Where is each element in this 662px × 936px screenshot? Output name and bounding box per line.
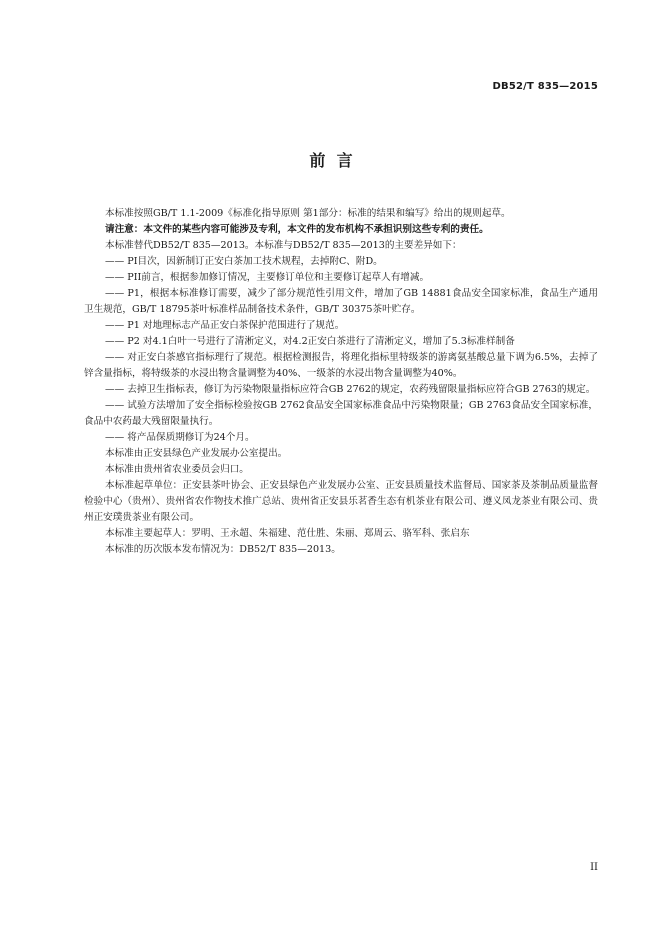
drafting-rule-paragraph: 本标准按照GB/T 1.1-2009《标准化指导原则 第1部分：标准的结果和编写》给出的规则起草。 (105, 208, 511, 219)
change-item: —— 对正安白茶感官指标理行了规范。根据检测报告，将理化指标里特级茶的游离氨基酸总量下调为6.5%，去掉了锌含量指标，将特级茶的水浸出物含量调整为40%、一级茶的水浸出物含量调整为40%。 (84, 352, 598, 379)
version-history-paragraph: 本标准的历次版本发布情况为：DB52/T 835—2013。 (105, 544, 341, 555)
page-title: 前 言 (309, 151, 353, 170)
replacement-paragraph: 本标准替代DB52/T 835—2013。本标准与DB52/T 835—2013的主要差异如下： (105, 240, 462, 251)
change-item: —— P1 对地理标志产品正安白茶保护范围进行了规范。 (105, 320, 345, 331)
change-item: —— PI目次，因新制订正安白茶加工技术规程，去掉附C、附D。 (105, 256, 383, 267)
proposer-paragraph: 本标准由正安县绿色产业发展办公室提出。 (105, 448, 288, 459)
change-item: —— P2 对4.1白叶一号进行了清淅定义，对4.2正安白茶进行了清淅定义，增加了5.3标准样制备 (105, 336, 515, 347)
change-item: —— 去掉卫生指标表，修订为污染物限量指标应符合GB 2762的规定，农药残留限量指标应符合GB 2763的规定。 (105, 384, 596, 395)
change-item: —— 将产品保质期修订为24个月。 (105, 432, 255, 443)
page-number: II (590, 862, 598, 873)
drafting-units-paragraph: 本标准起草单位：正安县茶叶协会、正安县绿色产业发展办公室、正安县质量技术监督局、国家茶及茶制品质量监督检验中心（贵州）、贵州省农作物技术推广总站、贵州省正安县乐茗香生态有机茶业有限公司、遵义凤龙茶业有限公司、贵州正安璞贵茶业有限公司。 (84, 480, 598, 523)
drafters-paragraph: 本标准主要起草人：罗明、王永超、朱福建、范仕胜、朱丽、郑周云、骆军科、张启东 (105, 528, 470, 539)
administrator-paragraph: 本标准由贵州省农业委员会归口。 (105, 464, 249, 475)
change-item: —— P1，根据本标准修订需要，减少了部分规范性引用文件，增加了GB 14881食品安全国家标准，食品生产通用卫生规范，GB/T 18795茶叶标准样品制备技术条件，GB/T 30375茶叶贮存。 (84, 288, 598, 315)
change-item: —— PII前言，根据参加修订情况，主要修订单位和主要修订起草人有增减。 (105, 272, 430, 283)
change-item: —— 试验方法增加了安全指标检验按GB 2762食品安全国家标准食品中污染物限量；GB 2763食品安全国家标准，食品中农药最大残留限量执行。 (84, 400, 598, 427)
foreword-body (84, 206, 598, 558)
patent-notice: 请注意：本文件的某些内容可能涉及专利，本文件的发布机构不承担识别这些专利的责任。 (105, 224, 489, 235)
document-code: DB52/T 835—2015 (492, 81, 598, 92)
